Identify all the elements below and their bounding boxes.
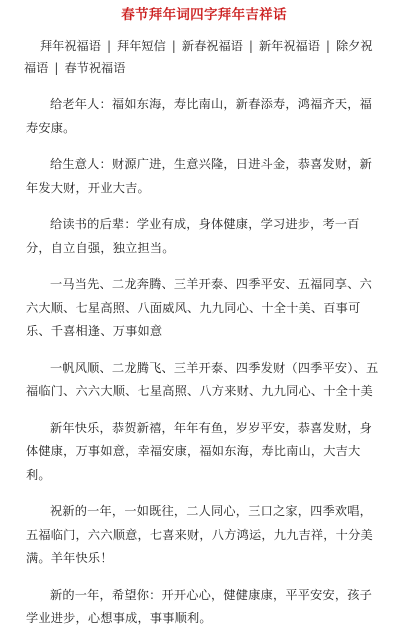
link-separator: | (106, 39, 112, 53)
paragraph-business: 给生意人：财源广进，生意兴隆，日进斗金，恭喜发财，新年发大财，开业大吉。 (26, 157, 373, 195)
link-chunjie-zhufuyu[interactable]: 春节祝福语 (64, 61, 126, 75)
link-chuxi-zhufuyu[interactable]: 除夕祝福语 (24, 39, 373, 75)
paragraph-hopes: 新的一年，希望你：开开心心，健健康康，平平安安，孩子学业进步，心想事成，事事顺利。 (26, 587, 373, 625)
link-separator: | (248, 39, 253, 53)
link-bainian-duanxin[interactable]: 拜年短信 (117, 39, 166, 53)
link-separator: | (171, 39, 176, 53)
paragraph-year-of-goat: 祝新的一年，一如既往，二人同心，三口之家，四季欢唱，五福临门，六六顺意，七喜来财，八方鸿运，九九吉祥，十分美满。羊年快乐！ (26, 504, 373, 565)
paragraph-new-year-wishes: 新年快乐，恭贺新禧，年年有鱼，岁岁平安，恭喜发财，身体健康，万事如意，幸福安康，福如东海，寿比南山，大吉大利。 (26, 420, 373, 482)
paragraph-elders: 给老年人：福如东海，寿比南山，新春添寿，鸿福齐天，福寿安康。 (26, 97, 373, 135)
link-xinnian-zhufuyu[interactable]: 新年祝福语 (258, 39, 320, 53)
related-links (24, 35, 382, 79)
article-title: 春节拜年词四字拜年吉祥话 (121, 7, 287, 23)
link-separator: | (325, 39, 330, 53)
paragraph-number-idioms-1: 一马当先、二龙奔腾、三羊开泰、四季平安、五福同享、六六大顺、七星高照、八面威风、九九同心、十全十美、百事可乐、千喜相逢、万事如意 (26, 277, 373, 338)
paragraph-students: 给读书的后辈：学业有成，身体健康，学习进步，考一百分，自立自强，独立担当。 (26, 217, 360, 255)
paragraph-number-idioms-2: 一帆风顺、二龙腾飞、三羊开泰、四季发财（四季平安）、五福临门、六六大顺、七星高照、八方来财、九九同心、十全十美 (26, 360, 379, 398)
link-bainian-zhufuyu[interactable]: 拜年祝福语 (40, 39, 101, 53)
link-separator: | (54, 61, 59, 75)
link-xinchun-zhufuyu[interactable]: 新春祝福语 (181, 39, 243, 53)
